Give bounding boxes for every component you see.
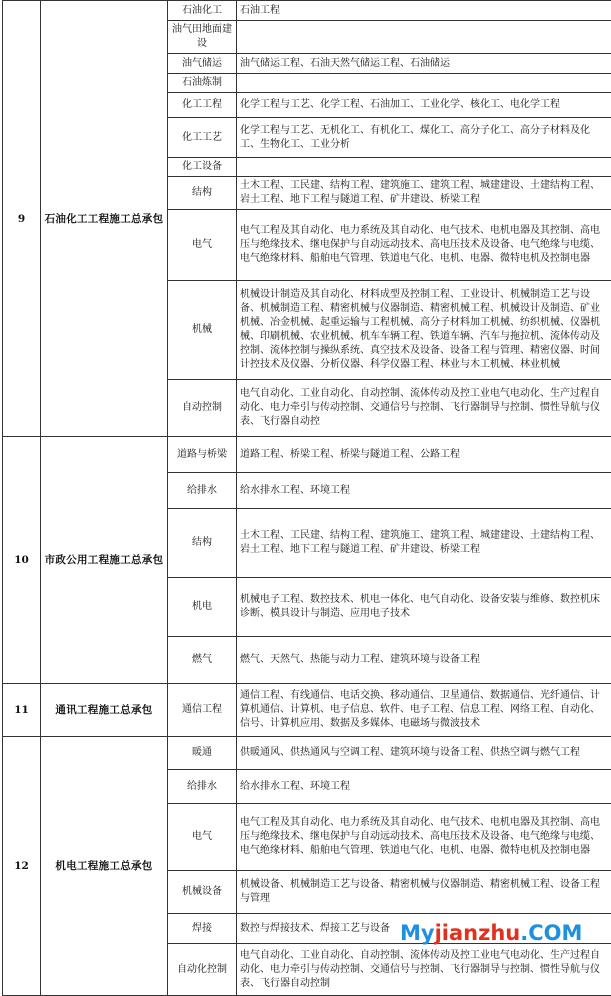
majors-cell: 道路工程、桥梁工程、桥梁与隧道工程、公路工程 xyxy=(237,437,611,473)
qualification-majors-table xyxy=(2,0,611,996)
majors-cell: 给水排水工程、环境工程 xyxy=(237,770,611,804)
subcategory-cell: 电气 xyxy=(168,210,237,281)
majors-cell: 机械电子工程、数控技术、机电一体化、电气自动化、设备安装与维修、数控机床诊断、模具设计与制造、应用电子技术 xyxy=(237,578,611,637)
subcategory-cell: 油气田地面建设 xyxy=(168,21,237,54)
table-row xyxy=(3,684,611,737)
majors-cell: 供暖通风、供热通风与空调工程、建筑环境与设备工程、供热空调与燃气工程 xyxy=(237,737,611,770)
majors-cell: 土木工程、工民建、结构工程、建筑施工、建筑工程、城建建设、土建结构工程、岩土工程、地下工程与隧道工程、矿井建设、桥梁工程 xyxy=(237,509,611,578)
subcategory-cell: 机电 xyxy=(168,578,237,637)
majors-cell: 通信工程、有线通信、电话交换、移动通信、卫星通信、数据通信、光纤通信、计算机通信、计算机、电子信息、软件、电子工程、信息工程、网络工程、自动化、信号、计算机应用、数据及多媒体、电磁场与微波技术 xyxy=(237,684,611,737)
subcategory-cell: 通信工程 xyxy=(168,684,237,737)
subcategory-cell: 石油化工 xyxy=(168,1,237,21)
majors-cell: 机械设备、机械制造工艺与设备、精密机械与仪器制造、精密机械工程、设备工程与管理 xyxy=(237,871,611,914)
majors-cell: 油气储运工程、石油天然气储运工程、石油储运 xyxy=(237,54,611,74)
majors-cell: 给水排水工程、环境工程 xyxy=(237,473,611,509)
majors-cell: 电气自动化、工业自动化、自动控制、流体传动及控工业电气电动化、生产过程自动化、电力牵引与传动控制、交通信号与控制、飞行器制导与控制、惯性导航与仪表、飞行器自动控 xyxy=(237,380,611,437)
majors-cell: 电气自动化、工业自动化、自动控制、流体传动及控工业电气电动化、生产过程自动化、电力牵引与传动控制、交通信号与控制、飞行器制导与控制、惯性导航与仪表、飞行器自动控制 xyxy=(237,944,611,996)
section-number: 11 xyxy=(3,684,41,737)
watermark-part-3: .COM xyxy=(520,921,582,945)
subcategory-cell: 给排水 xyxy=(168,770,237,804)
subcategory-cell: 焊接 xyxy=(168,914,237,944)
majors-cell: 土木工程、工民建、结构工程、建筑施工、建筑工程、城建建设、土建结构工程、岩土工程、地下工程与隧道工程、矿井建设、桥梁工程 xyxy=(237,177,611,210)
majors-cell: 化学工程与工艺、无机化工、有机化工、煤化工、高分子化工、高分子材料及化工、生物化工、工业分析 xyxy=(237,118,611,158)
subcategory-cell: 石油炼制 xyxy=(168,74,237,93)
table-body xyxy=(3,1,611,996)
subcategory-cell: 机械 xyxy=(168,281,237,380)
subcategory-cell: 自动控制 xyxy=(168,380,237,437)
subcategory-cell: 化工工程 xyxy=(168,93,237,118)
watermark-part-2: jianzhu xyxy=(435,921,521,945)
subcategory-cell: 油气储运 xyxy=(168,54,237,74)
table-row xyxy=(3,1,611,21)
subcategory-cell: 燃气 xyxy=(168,637,237,684)
section-number: 12 xyxy=(3,737,41,996)
subcategory-cell: 结构 xyxy=(168,177,237,210)
subcategory-cell: 给排水 xyxy=(168,473,237,509)
majors-cell: 燃气、天然气、热能与动力工程、建筑环境与设备工程 xyxy=(237,637,611,684)
majors-cell xyxy=(237,74,611,93)
subcategory-cell: 化工工艺 xyxy=(168,118,237,158)
watermark-logo xyxy=(400,918,611,948)
watermark-part-1: My xyxy=(400,921,435,945)
subcategory-cell: 化工设备 xyxy=(168,158,237,177)
majors-cell: 电气工程及其自动化、电力系统及其自动化、电气技术、电机电器及其控制、高电压与绝缘技术、继电保护与自动远动技术、高电压技术及设备、电气绝缘与电缆、电气绝缘材料、船舶电气管理、铁道电气化、电机、电器、微特电机及控制电器 xyxy=(237,210,611,281)
subcategory-cell: 电气 xyxy=(168,804,237,871)
subcategory-cell: 暖通 xyxy=(168,737,237,770)
section-number: 10 xyxy=(3,437,41,684)
majors-cell xyxy=(237,158,611,177)
section-category: 石油化工工程施工总承包 xyxy=(41,1,168,437)
table-row xyxy=(3,437,611,473)
table-row xyxy=(3,737,611,770)
subcategory-cell: 机械设备 xyxy=(168,871,237,914)
section-number: 9 xyxy=(3,1,41,437)
majors-cell: 石油工程 xyxy=(237,1,611,21)
majors-cell: 电气工程及其自动化、电力系统及其自动化、电气技术、电机电器及其控制、高电压与绝缘技术、继电保护与自动远动技术、高电压技术及设备、电气绝缘与电缆、电气绝缘材料、船舶电气管理、铁道电气化、电机、电器、微特电机及控制电器 xyxy=(237,804,611,871)
subcategory-cell: 道路与桥梁 xyxy=(168,437,237,473)
majors-cell xyxy=(237,21,611,54)
majors-cell: 化学工程与工艺、化学工程、石油加工、工业化学、核化工、电化学工程 xyxy=(237,93,611,118)
majors-cell: 机械设计制造及其自动化、材料成型及控制工程、工业设计、机械制造工艺与设备、机械制造工程、精密机械与仪器制造、精密机械工程、机械设计及制造、矿业机械、冶金机械、起重运输与工程机械、高分子材料加工机械、纺织机械、仪器机械、印刷机械、农业机械、机车车辆工程、铁道车辆、汽车与拖拉机、流体传动及控制、流体控制与操纵系统、真空技术及设备、设备工程与管理、精密仪器、时间计控技术及仪器、分析仪器、科学仪器工程、林业与木工机械、林业机械 xyxy=(237,281,611,380)
section-category: 通讯工程施工总承包 xyxy=(41,684,168,737)
subcategory-cell: 结构 xyxy=(168,509,237,578)
section-category: 市政公用工程施工总承包 xyxy=(41,437,168,684)
subcategory-cell: 自动化控制 xyxy=(168,944,237,996)
section-category: 机电工程施工总承包 xyxy=(41,737,168,996)
majors-cell: 数控与焊接技术、焊接工艺与设备 xyxy=(237,914,611,944)
